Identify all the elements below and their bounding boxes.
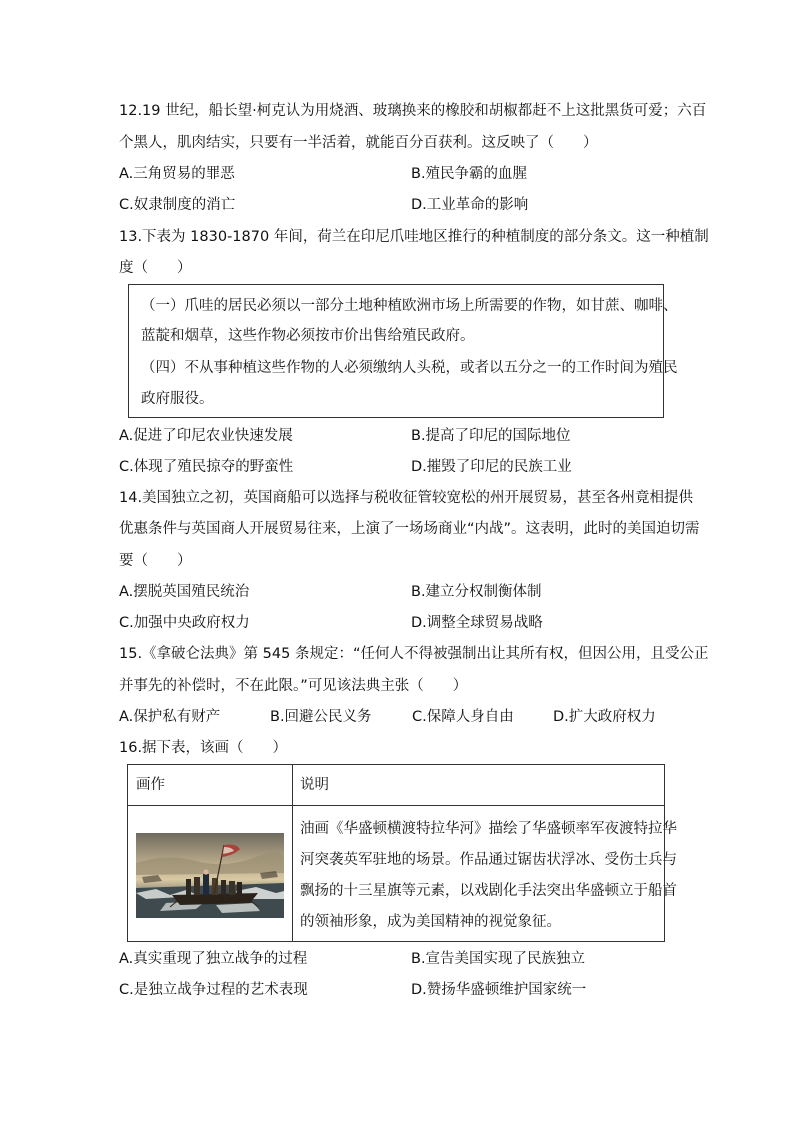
q14-stem-line1: 14.美国独立之初，英国商船可以选择与税收征管较宽松的州开展贸易，甚至各州竟相提供 [119, 490, 694, 506]
q15-option-a: A.保护私有财产 [119, 709, 221, 725]
q12-option-b: B.殖民争霸的血腥 [411, 166, 528, 182]
q13-quote-box [128, 284, 678, 418]
q15-option-c: C.保障人身自由 [412, 709, 514, 725]
q16-header-description: 说明 [300, 777, 329, 793]
q16-desc-line2: 河突袭英军驻地的场景。作品通过锯齿状浮冰、受伤士兵与 [300, 852, 677, 868]
q13-stem-line2: 度（ ） [119, 260, 192, 276]
q13-option-c: C.体现了殖民掠夺的野蛮性 [119, 459, 294, 475]
q16-option-c: C.是独立战争过程的艺术表现 [119, 982, 308, 998]
q12-stem-line1: 12.19 世纪，船长望·柯克认为用烧酒、玻璃换来的橡胶和胡椒都赶不上这批黑货可爱；六百 [119, 103, 707, 119]
q16-desc-line4: 的领袖形象，成为美国精神的视觉象征。 [300, 914, 561, 930]
q12-option-a: A.三角贸易的罪恶 [119, 166, 235, 182]
q13-quote-line3: （四）不从事种植这些作物的人必须缴纳人头税，或者以五分之一的工作时间为殖民 [141, 360, 678, 376]
q14-stem-line2: 优惠条件与英国商人开展贸易往来，上演了一场场商业“内战”。这表明，此时的美国迫切需 [119, 521, 700, 537]
q16-option-b: B.宣告美国实现了民族独立 [411, 951, 586, 967]
q13-stem-line1: 13.下表为 1830-1870 年间，荷兰在印尼爪哇地区推行的种植制度的部分条文。这一种植制 [119, 229, 709, 245]
q15-stem-line2: 并事先的补偿时，不在此限。”可见该法典主张（ ） [119, 678, 468, 694]
q13-quote-line1: （一）爪哇的居民必须以一部分土地种植欧洲市场上所需要的作物，如甘蔗、咖啡、 [141, 298, 678, 314]
q16-header-painting: 画作 [136, 777, 165, 793]
q13-option-a: A.促进了印尼农业快速发展 [119, 428, 293, 444]
q15-option-b: B.回避公民义务 [270, 709, 372, 725]
q13-quote-line2: 蓝靛和烟草，这些作物必须按市价出售给殖民政府。 [141, 328, 475, 344]
q16-table [127, 764, 677, 942]
q14-stem-line3: 要（ ） [119, 553, 192, 569]
q16-desc-line3: 飘扬的十三星旗等元素，以戏剧化手法突出华盛顿立于船首 [300, 883, 677, 899]
q16-option-a: A.真实重现了独立战争的过程 [119, 951, 308, 967]
q13-option-b: B.提高了印尼的国际地位 [411, 428, 571, 444]
q12-option-c: C.奴隶制度的消亡 [119, 197, 236, 213]
q16-stem-line1: 16.据下表，该画（ ） [119, 740, 288, 756]
q12-stem-line2: 个黑人，肌肉结实，只要有一半活着，就能百分百获利。这反映了（ ） [119, 135, 598, 151]
q16-option-d: D.赞扬华盛顿维护国家统一 [411, 982, 587, 998]
q15-option-d: D.扩大政府权力 [553, 709, 656, 725]
q14-option-b: B.建立分权制衡体制 [411, 584, 542, 600]
q13-quote-line4: 政府服役。 [141, 391, 214, 407]
q13-option-d: D.摧毁了印尼的民族工业 [411, 459, 572, 475]
q14-option-c: C.加强中央政府权力 [119, 615, 250, 631]
q15-stem-line1: 15.《拿破仑法典》第 545 条规定：“任何人不得被强制出让其所有权，但因公用，且受公正 [119, 646, 709, 662]
q14-option-a: A.摆脱英国殖民统治 [119, 584, 250, 600]
q12-option-d: D.工业革命的影响 [411, 197, 529, 213]
q16-desc-line1: 油画《华盛顿横渡特拉华河》描绘了华盛顿率军夜渡特拉华 [300, 821, 677, 837]
q14-option-d: D.调整全球贸易战略 [411, 615, 543, 631]
washington-crossing-painting [136, 833, 284, 918]
